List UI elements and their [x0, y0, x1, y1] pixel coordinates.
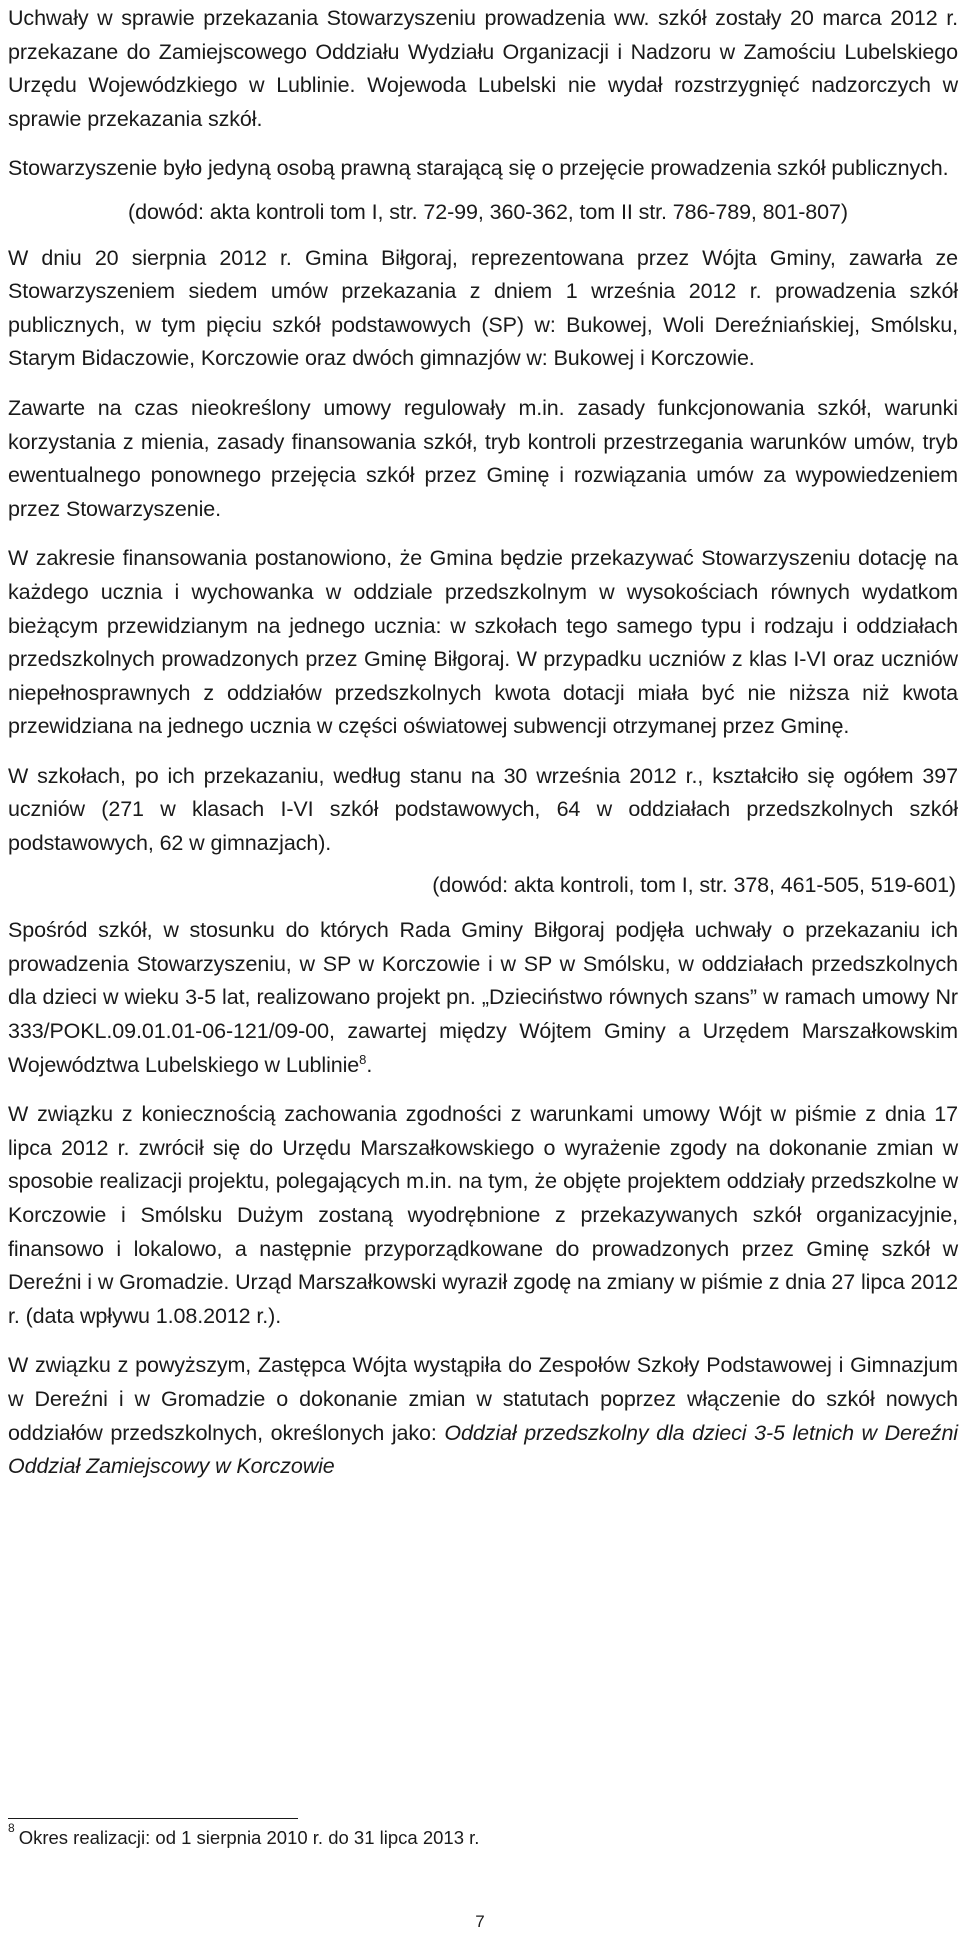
paragraph-statute-changes: [8, 1349, 958, 1483]
paragraph-sole-applicant: Stowarzyszenie było jedyną osobą prawną starającą się o przejęcie prowadzenia szkół publicznych.: [8, 156, 949, 181]
paragraph-consent-request: W związku z koniecznością zachowania zgodności z warunkami umowy Wójt w piśmie z dnia 17 lipca 2012 r. zwrócił się do Urzędu Marszałkowskiego o wyrażenie zgody na dokonanie zmian w sposobie realizacji projektu, polegających m.in. na tym, że objęte projektem oddziały przedszkolne w Korczowie i Smólsku Dużym zostaną wyodrębnione z przekazywanych szkół organizacyjnie, finansowo i lokalowo, a następnie przyporządkowane do prowadzonych przez Gminę szkół w Dereźni i w Gromadzie. Urząd Marszałkowski wyraził zgodę na zmiany w piśmie z dnia 27 lipca 2012 r. (data wpływu 1.08.2012 r.).: [8, 1102, 958, 1328]
evidence-citation: (dowód: akta kontroli tom I, str. 72-99, 360-362, tom II str. 786-789, 801-807): [128, 199, 848, 224]
paragraph-transfer-resolutions: Uchwały w sprawie przekazania Stowarzyszeniu prowadzenia ww. szkół zostały 20 marca 2012 r. przekazane do Zamiejscowego Oddziału Wydziału Organizacji i Nadzoru w Zamościu Lubelskiego Urzędu Wojewódzkiego w Lublinie. Wojewoda Lubelski nie wydał rozstrzygnięć nadzorczych w sprawie przekazania szkół.: [8, 6, 958, 131]
footnote-reference: 8: [359, 1051, 367, 1067]
paragraph-financing: W zakresie finansowania postanowiono, że Gmina będzie przekazywać Stowarzyszeniu dotację na każdego ucznia i wychowanka w oddziale przedszkolnym w wysokościach równych wydatkom bieżącym przewidzianym na jednego ucznia: w szkołach tego samego typu i rodzaju i oddziałach przedszkolnych prowadzonych przez Gminę Biłgoraj. W przypadku uczniów z klas I-VI oraz uczniów niepełnosprawnych z oddziałów przedszkolnych kwota dotacji miała być nie niższa niż kwota przewidziana na jednego ucznia w części oświatowej subwencji otrzymanej przez Gminę.: [8, 546, 958, 739]
paragraph-statute-changes-text: W związku z powyższym, Zastępca Wójta wystąpiła do Zespołów Szkoły Podstawowej i Gimnazjum w Dereźni i w Gromadzie o dokonanie zmian w statutach poprzez włączenie do szkół nowych oddziałów przedszkolnych, określonych jako:: [8, 1353, 958, 1445]
paragraph-project-text: Spośród szkół, w stosunku do których Rada Gminy Biłgoraj podjęła uchwały o przekazaniu ich prowadzenia Stowarzyszeniu, w SP w Korczowie i w SP w Smólsku, w oddziałach przedszkolnych dla dzieci w wieku 3-5 lat, realizowano projekt pn. „Dzieciństwo równych szans” w ramach umowy Nr 333/POKL.09.01.01-06-121/09-00, zawartej między Wójtem Gminy a Urzędem Marszałkowskim Województwa Lubelskiego w Lublinie: [8, 918, 958, 1077]
footnote-marker: 8: [8, 1821, 15, 1835]
evidence-citation: (dowód: akta kontroli, tom I, str. 378, 461-505, 519-601): [432, 872, 956, 897]
footnote: [8, 1821, 480, 1850]
document-body: [8, 2, 958, 1484]
footnote-divider: [8, 1818, 298, 1819]
paragraph-project: [8, 914, 958, 1082]
paragraph-student-count: W szkołach, po ich przekazaniu, według stanu na 30 września 2012 r., kształciło się ogółem 397 uczniów (271 w klasach I-VI szkół podstawowych, 64 w oddziałach przedszkolnych szkół podstawowych, 62 w gimnazjach).: [8, 763, 958, 856]
paragraph-agreement-terms: Zawarte na czas nieokreślony umowy regulowały m.in. zasady funkcjonowania szkół, warunki korzystania z mienia, zasady finansowania szkół, tryb kontroli przestrzegania warunków umów, tryb ewentualnego ponownego przejęcia szkół przez Gminę i rozwiązania umów za wypowiedzeniem przez Stowarzyszenie.: [8, 395, 958, 521]
paragraph-project-end: .: [366, 1052, 373, 1077]
italic-unit-name: Oddział przedszkolny dla dzieci 3-5 letnich w Dereźni Oddział Zamiejscowy w Korczowie: [8, 1420, 958, 1479]
footnote-text: Okres realizacji: od 1 sierpnia 2010 r. do 31 lipca 2013 r.: [18, 1827, 480, 1848]
paragraph-agreements: W dniu 20 sierpnia 2012 r. Gmina Biłgoraj, reprezentowana przez Wójta Gminy, zawarła ze Stowarzyszeniem siedem umów przekazania z dniem 1 września 2012 r. prowadzenia szkół publicznych, w tym pięciu szkół podstawowych (SP) w: Bukowej, Woli Dereźniańskiej, Smólsku, Starym Bidaczowie, Korczowie oraz dwóch gimnazjów w: Bukowej i Korczowie.: [8, 245, 958, 371]
page-number: 7: [475, 1912, 485, 1931]
